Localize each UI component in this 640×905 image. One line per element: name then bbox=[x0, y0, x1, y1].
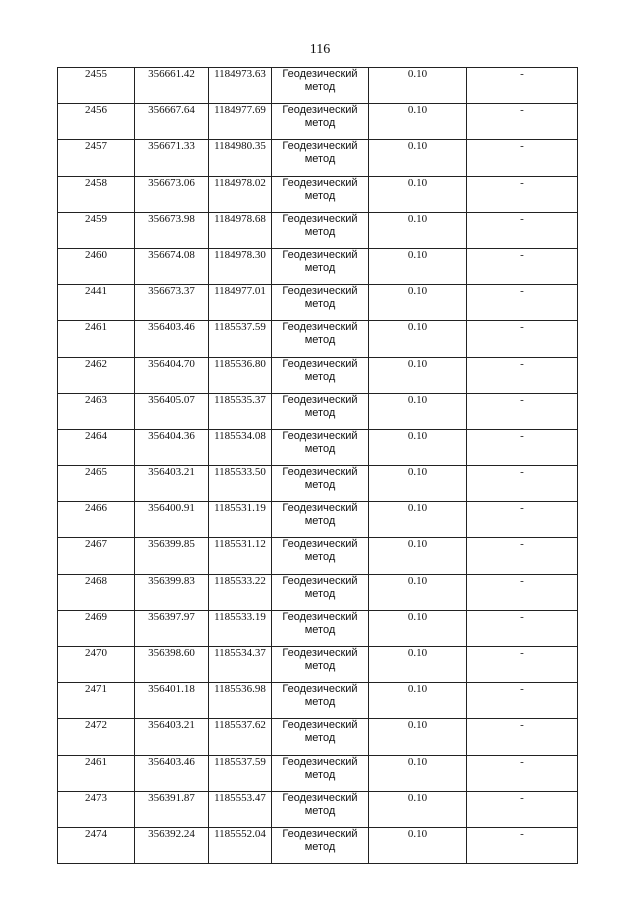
x-coordinate-cell: 356405.07 bbox=[135, 393, 209, 429]
y-coordinate-cell: 1184980.35 bbox=[209, 140, 272, 176]
method-cell: Геодезический метод bbox=[272, 393, 369, 429]
y-coordinate-cell: 1185534.08 bbox=[209, 429, 272, 465]
method-cell: Геодезический метод bbox=[272, 574, 369, 610]
table-row bbox=[58, 321, 578, 357]
method-cell: Геодезический метод bbox=[272, 827, 369, 863]
y-coordinate-cell: 1184973.63 bbox=[209, 68, 272, 104]
accuracy-cell: 0.10 bbox=[369, 647, 467, 683]
y-coordinate-cell: 1185553.47 bbox=[209, 791, 272, 827]
accuracy-cell: 0.10 bbox=[369, 429, 467, 465]
method-cell: Геодезический метод bbox=[272, 719, 369, 755]
note-cell: - bbox=[467, 248, 578, 284]
x-coordinate-cell: 356401.18 bbox=[135, 683, 209, 719]
point-number-cell: 2472 bbox=[58, 719, 135, 755]
method-cell: Геодезический метод bbox=[272, 466, 369, 502]
note-cell: - bbox=[467, 393, 578, 429]
point-number-cell: 2467 bbox=[58, 538, 135, 574]
note-cell: - bbox=[467, 610, 578, 646]
point-number-cell: 2461 bbox=[58, 755, 135, 791]
x-coordinate-cell: 356403.46 bbox=[135, 755, 209, 791]
x-coordinate-cell: 356661.42 bbox=[135, 68, 209, 104]
y-coordinate-cell: 1185534.37 bbox=[209, 647, 272, 683]
accuracy-cell: 0.10 bbox=[369, 357, 467, 393]
y-coordinate-cell: 1185531.12 bbox=[209, 538, 272, 574]
x-coordinate-cell: 356673.06 bbox=[135, 176, 209, 212]
x-coordinate-cell: 356404.36 bbox=[135, 429, 209, 465]
note-cell: - bbox=[467, 140, 578, 176]
point-number-cell: 2461 bbox=[58, 321, 135, 357]
accuracy-cell: 0.10 bbox=[369, 538, 467, 574]
table-row bbox=[58, 574, 578, 610]
table-row bbox=[58, 68, 578, 104]
x-coordinate-cell: 356667.64 bbox=[135, 104, 209, 140]
accuracy-cell: 0.10 bbox=[369, 68, 467, 104]
accuracy-cell: 0.10 bbox=[369, 791, 467, 827]
table-row bbox=[58, 610, 578, 646]
accuracy-cell: 0.10 bbox=[369, 574, 467, 610]
accuracy-cell: 0.10 bbox=[369, 285, 467, 321]
y-coordinate-cell: 1185533.22 bbox=[209, 574, 272, 610]
x-coordinate-cell: 356674.08 bbox=[135, 248, 209, 284]
note-cell: - bbox=[467, 719, 578, 755]
note-cell: - bbox=[467, 68, 578, 104]
note-cell: - bbox=[467, 647, 578, 683]
note-cell: - bbox=[467, 357, 578, 393]
accuracy-cell: 0.10 bbox=[369, 104, 467, 140]
point-number-cell: 2458 bbox=[58, 176, 135, 212]
method-cell: Геодезический метод bbox=[272, 502, 369, 538]
table-row bbox=[58, 647, 578, 683]
y-coordinate-cell: 1185531.19 bbox=[209, 502, 272, 538]
y-coordinate-cell: 1185536.98 bbox=[209, 683, 272, 719]
note-cell: - bbox=[467, 683, 578, 719]
accuracy-cell: 0.10 bbox=[369, 176, 467, 212]
method-cell: Геодезический метод bbox=[272, 321, 369, 357]
coordinates-table-body bbox=[58, 68, 578, 864]
point-number-cell: 2469 bbox=[58, 610, 135, 646]
note-cell: - bbox=[467, 321, 578, 357]
y-coordinate-cell: 1185533.19 bbox=[209, 610, 272, 646]
table-row bbox=[58, 719, 578, 755]
method-cell: Геодезический метод bbox=[272, 429, 369, 465]
note-cell: - bbox=[467, 538, 578, 574]
point-number-cell: 2456 bbox=[58, 104, 135, 140]
point-number-cell: 2471 bbox=[58, 683, 135, 719]
note-cell: - bbox=[467, 502, 578, 538]
y-coordinate-cell: 1185552.04 bbox=[209, 827, 272, 863]
point-number-cell: 2465 bbox=[58, 466, 135, 502]
method-cell: Геодезический метод bbox=[272, 140, 369, 176]
y-coordinate-cell: 1185537.59 bbox=[209, 755, 272, 791]
accuracy-cell: 0.10 bbox=[369, 827, 467, 863]
x-coordinate-cell: 356399.83 bbox=[135, 574, 209, 610]
note-cell: - bbox=[467, 755, 578, 791]
table-row bbox=[58, 466, 578, 502]
note-cell: - bbox=[467, 285, 578, 321]
accuracy-cell: 0.10 bbox=[369, 466, 467, 502]
y-coordinate-cell: 1185537.62 bbox=[209, 719, 272, 755]
table-row bbox=[58, 683, 578, 719]
x-coordinate-cell: 356392.24 bbox=[135, 827, 209, 863]
x-coordinate-cell: 356673.98 bbox=[135, 212, 209, 248]
accuracy-cell: 0.10 bbox=[369, 755, 467, 791]
point-number-cell: 2462 bbox=[58, 357, 135, 393]
accuracy-cell: 0.10 bbox=[369, 140, 467, 176]
table-row bbox=[58, 176, 578, 212]
accuracy-cell: 0.10 bbox=[369, 683, 467, 719]
note-cell: - bbox=[467, 176, 578, 212]
table-row bbox=[58, 212, 578, 248]
point-number-cell: 2470 bbox=[58, 647, 135, 683]
table-row bbox=[58, 755, 578, 791]
note-cell: - bbox=[467, 212, 578, 248]
table-row bbox=[58, 502, 578, 538]
note-cell: - bbox=[467, 827, 578, 863]
accuracy-cell: 0.10 bbox=[369, 719, 467, 755]
y-coordinate-cell: 1184978.30 bbox=[209, 248, 272, 284]
table-row bbox=[58, 538, 578, 574]
y-coordinate-cell: 1184978.02 bbox=[209, 176, 272, 212]
accuracy-cell: 0.10 bbox=[369, 502, 467, 538]
table-row bbox=[58, 393, 578, 429]
accuracy-cell: 0.10 bbox=[369, 610, 467, 646]
x-coordinate-cell: 356399.85 bbox=[135, 538, 209, 574]
point-number-cell: 2460 bbox=[58, 248, 135, 284]
x-coordinate-cell: 356400.91 bbox=[135, 502, 209, 538]
table-row bbox=[58, 357, 578, 393]
note-cell: - bbox=[467, 466, 578, 502]
note-cell: - bbox=[467, 574, 578, 610]
table-row bbox=[58, 827, 578, 863]
x-coordinate-cell: 356404.70 bbox=[135, 357, 209, 393]
accuracy-cell: 0.10 bbox=[369, 321, 467, 357]
point-number-cell: 2455 bbox=[58, 68, 135, 104]
point-number-cell: 2441 bbox=[58, 285, 135, 321]
method-cell: Геодезический метод bbox=[272, 248, 369, 284]
method-cell: Геодезический метод bbox=[272, 647, 369, 683]
x-coordinate-cell: 356403.21 bbox=[135, 719, 209, 755]
accuracy-cell: 0.10 bbox=[369, 393, 467, 429]
note-cell: - bbox=[467, 791, 578, 827]
note-cell: - bbox=[467, 104, 578, 140]
accuracy-cell: 0.10 bbox=[369, 248, 467, 284]
y-coordinate-cell: 1184977.01 bbox=[209, 285, 272, 321]
y-coordinate-cell: 1185533.50 bbox=[209, 466, 272, 502]
y-coordinate-cell: 1184977.69 bbox=[209, 104, 272, 140]
method-cell: Геодезический метод bbox=[272, 755, 369, 791]
table-row bbox=[58, 791, 578, 827]
page-number: 116 bbox=[309, 42, 331, 57]
x-coordinate-cell: 356398.60 bbox=[135, 647, 209, 683]
table-row bbox=[58, 248, 578, 284]
y-coordinate-cell: 1185537.59 bbox=[209, 321, 272, 357]
method-cell: Геодезический метод bbox=[272, 104, 369, 140]
method-cell: Геодезический метод bbox=[272, 212, 369, 248]
method-cell: Геодезический метод bbox=[272, 285, 369, 321]
table-row bbox=[58, 140, 578, 176]
point-number-cell: 2457 bbox=[58, 140, 135, 176]
point-number-cell: 2466 bbox=[58, 502, 135, 538]
y-coordinate-cell: 1185536.80 bbox=[209, 357, 272, 393]
point-number-cell: 2459 bbox=[58, 212, 135, 248]
point-number-cell: 2464 bbox=[58, 429, 135, 465]
point-number-cell: 2474 bbox=[58, 827, 135, 863]
x-coordinate-cell: 356671.33 bbox=[135, 140, 209, 176]
method-cell: Геодезический метод bbox=[272, 683, 369, 719]
x-coordinate-cell: 356403.46 bbox=[135, 321, 209, 357]
y-coordinate-cell: 1185535.37 bbox=[209, 393, 272, 429]
table-row bbox=[58, 429, 578, 465]
point-number-cell: 2463 bbox=[58, 393, 135, 429]
y-coordinate-cell: 1184978.68 bbox=[209, 212, 272, 248]
x-coordinate-cell: 356403.21 bbox=[135, 466, 209, 502]
x-coordinate-cell: 356391.87 bbox=[135, 791, 209, 827]
point-number-cell: 2468 bbox=[58, 574, 135, 610]
method-cell: Геодезический метод bbox=[272, 176, 369, 212]
table-row bbox=[58, 104, 578, 140]
table-row bbox=[58, 285, 578, 321]
accuracy-cell: 0.10 bbox=[369, 212, 467, 248]
point-number-cell: 2473 bbox=[58, 791, 135, 827]
x-coordinate-cell: 356673.37 bbox=[135, 285, 209, 321]
note-cell: - bbox=[467, 429, 578, 465]
method-cell: Геодезический метод bbox=[272, 357, 369, 393]
method-cell: Геодезический метод bbox=[272, 791, 369, 827]
method-cell: Геодезический метод bbox=[272, 68, 369, 104]
x-coordinate-cell: 356397.97 bbox=[135, 610, 209, 646]
method-cell: Геодезический метод bbox=[272, 538, 369, 574]
method-cell: Геодезический метод bbox=[272, 610, 369, 646]
coordinates-table bbox=[57, 67, 578, 864]
